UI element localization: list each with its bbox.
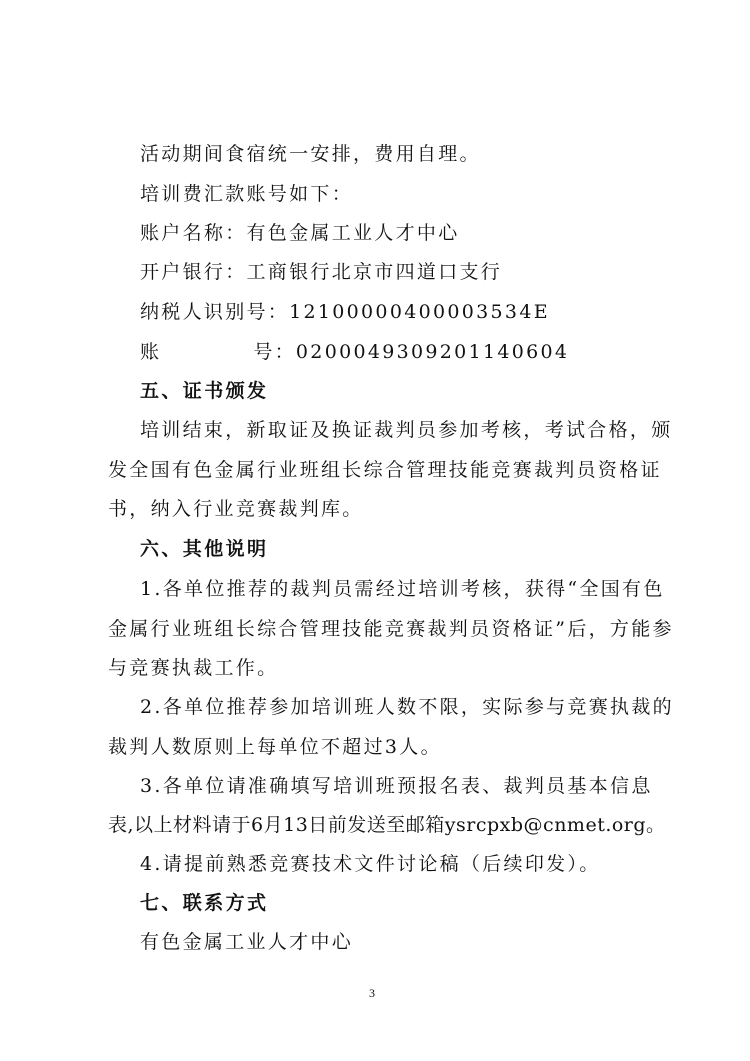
body-text-line: 书，纳入行业竞赛裁判库。 bbox=[108, 498, 364, 520]
body-text-line: 2.各单位推荐参加培训班人数不限，实际参与竞赛执裁的 bbox=[140, 696, 674, 718]
body-text-line: 3.各单位请准确填写培训班预报名表、裁判员基本信息 bbox=[140, 775, 653, 797]
contact-organization-line: 有色金属工业人才中心 bbox=[140, 931, 354, 953]
account-number-value: 号：020004930920114060​4 bbox=[253, 341, 570, 363]
body-text-line: 金属行业班组长综合管理技能竞赛裁判员资格证”后，方能参 bbox=[108, 618, 674, 640]
section-heading-certificate: 五、证书颁发 bbox=[140, 380, 269, 402]
body-text-line: 裁判人数原则上每单位不超过3人。 bbox=[108, 736, 442, 758]
section-heading-contact: 七、联系方式 bbox=[140, 892, 269, 914]
body-text-line: 与竞赛执裁工作。 bbox=[108, 657, 279, 679]
email-line: 表,以上材料请于6月13日前发送至邮箱ysrcpxb@cnmet.org。 bbox=[108, 814, 666, 836]
body-text-line: 活动期间食宿统一安排，费用自理。 bbox=[140, 143, 481, 165]
body-text-line: 培训结束，新取证及换证裁判员参加考核，考试合格，颁 bbox=[140, 419, 673, 441]
body-text-line: 1.各单位推荐的裁判员需经过培训考核，获得“全国有色 bbox=[140, 578, 665, 600]
account-name-line: 账户名称：有色金属工业人才中心 bbox=[140, 222, 460, 244]
account-number-label-start: 账 bbox=[140, 341, 162, 363]
body-text-line: 发全国有色金属行业班组长综合管理技能竞赛裁判员资格证 bbox=[108, 459, 662, 481]
tax-id-line: 纳税人识别号：12100000400003534E bbox=[140, 301, 550, 323]
bank-line: 开户银行：工商银行北京市四道口支行 bbox=[140, 261, 503, 283]
page-number: 3 bbox=[369, 986, 375, 1000]
account-number-line bbox=[140, 340, 569, 364]
body-text-line: 4.请提前熟悉竞赛技术文件讨论稿（后续印发）。 bbox=[140, 853, 601, 875]
section-heading-other-notes: 六、其他说明 bbox=[140, 538, 269, 560]
body-text-line: 培训费汇款账号如下： bbox=[140, 183, 354, 205]
